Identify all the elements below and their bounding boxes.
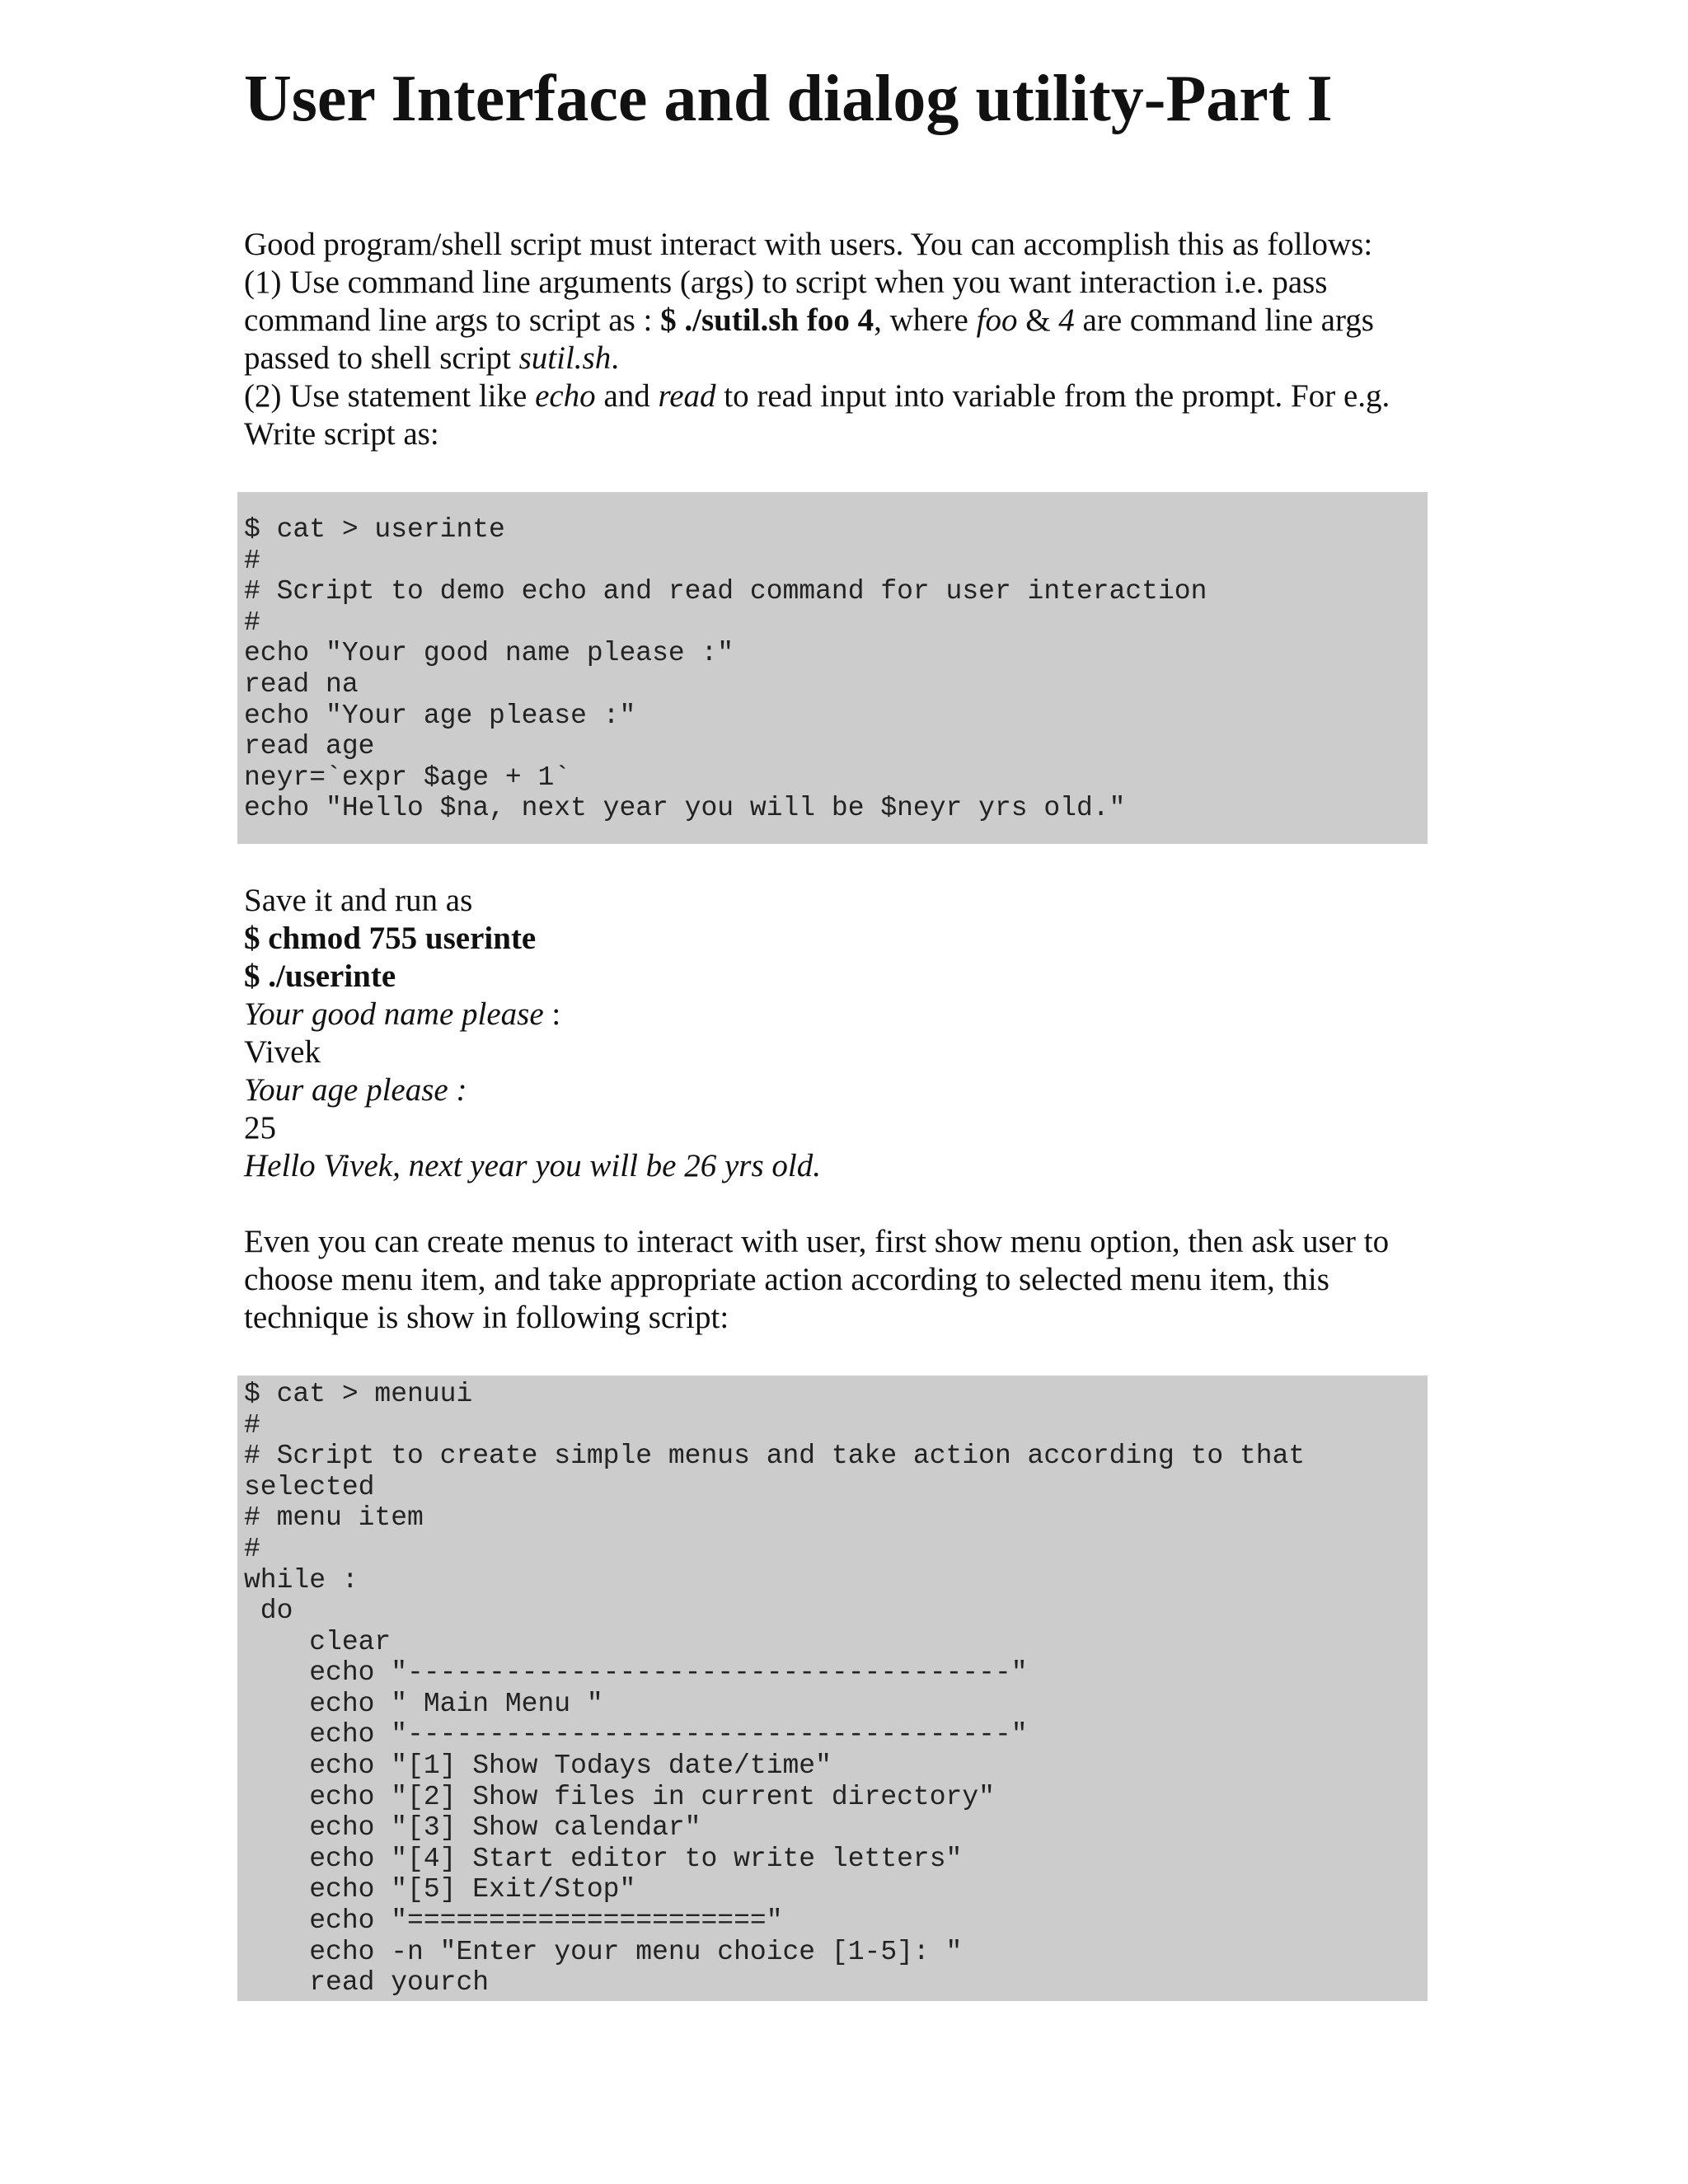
code-line: read age	[244, 731, 375, 762]
code-line: echo "[1] Show Todays date/time"	[244, 1750, 832, 1782]
keyword-read: read	[658, 378, 716, 414]
intro-line-4	[244, 340, 1447, 377]
code-line: # menu item	[244, 1502, 424, 1534]
intro-line-3-where: , where	[874, 302, 977, 338]
intro-line-1: Good program/shell script must interact with users. You can accomplish this as follows:	[244, 227, 1373, 262]
code-block-userinte	[237, 492, 1428, 844]
intro-line-3-tail: are command line args	[1074, 302, 1374, 338]
intro-line-3-amp: &	[1017, 302, 1059, 338]
intro-line-5-text: (2) Use statement like	[244, 378, 536, 414]
save-instruction: Save it and run as	[244, 882, 473, 918]
chmod-command: $ chmod 755 userinte	[244, 920, 537, 956]
prompt-name-line	[244, 996, 1447, 1033]
arg-four: 4	[1058, 302, 1075, 338]
code-line: echo " Main Menu "	[244, 1688, 603, 1719]
menus-line-1: Even you can create menus to interact with user, first show menu option, then ask user to	[244, 1223, 1390, 1259]
sutil-command: $ ./sutil.sh foo 4	[660, 302, 874, 338]
arg-foo: foo	[976, 302, 1018, 338]
page-title: User Interface and dialog utility-Part I	[244, 63, 1333, 135]
intro-line-5	[244, 377, 1447, 415]
code-line: $ cat > menuui	[244, 1378, 473, 1409]
menus-paragraph	[244, 1223, 1447, 1337]
code-line: $ cat > userinte	[244, 514, 505, 545]
script-name-sutil: sutil.sh	[518, 340, 612, 376]
title-spacer	[244, 140, 1447, 226]
intro-line-3-text: command line args to script as :	[244, 302, 661, 338]
code-line: # Script to demo echo and read command for user interaction	[244, 576, 1207, 607]
intro-line-5-tail: to read input into variable from the prompt. For e.g.	[715, 378, 1390, 414]
code-line: echo -n "Enter your menu choice [1-5]: "	[244, 1936, 963, 1967]
code-line: echo "-------------------------------------"	[244, 1719, 1028, 1750]
code-line: echo "-------------------------------------"	[244, 1657, 1028, 1689]
code-line: echo "[3] Show calendar"	[244, 1812, 701, 1844]
prompt-name-colon: :	[543, 996, 561, 1032]
intro-line-5-and: and	[595, 378, 659, 414]
answer-name: Vivek	[244, 1033, 321, 1070]
keyword-echo: echo	[535, 378, 596, 414]
document-page	[244, 58, 1447, 2001]
code-line: echo "[2] Show files in current directory"	[244, 1781, 995, 1812]
code-line: #	[244, 1409, 260, 1441]
code-line: echo "======================"	[244, 1905, 783, 1937]
intro-line-3	[244, 302, 1447, 340]
code-line: # Script to create simple menus and take action according to that	[244, 1441, 1306, 1472]
intro-line-4-text: passed to shell script	[244, 340, 519, 376]
answer-age: 25	[244, 1109, 276, 1146]
code-line: #	[244, 1533, 260, 1564]
code-line: do	[244, 1596, 293, 1627]
code-line: echo "[5] Exit/Stop"	[244, 1874, 636, 1905]
code-block-menuui	[237, 1376, 1428, 2001]
code-line: clear	[244, 1626, 392, 1657]
menus-line-3: technique is show in following script:	[244, 1299, 729, 1335]
code-line: echo "[4] Start editor to write letters"	[244, 1843, 963, 1874]
code-line: read yourch	[244, 1967, 490, 1999]
code-line: read na	[244, 668, 359, 700]
run-example	[244, 882, 1447, 1185]
intro-line-4-period: .	[611, 340, 619, 376]
code-line: neyr=`expr $age + 1`	[244, 762, 571, 793]
intro-line-6: Write script as:	[244, 416, 439, 452]
prompt-age: Your age please :	[244, 1071, 467, 1108]
intro-line-2: (1) Use command line arguments (args) to script when you want interaction i.e. pass	[244, 265, 1328, 300]
code-line: #	[244, 607, 260, 638]
code-line: #	[244, 545, 260, 576]
menus-line-2: choose menu item, and take appropriate action according to selected menu item, this	[244, 1261, 1329, 1297]
code-line: echo "Your age please :"	[244, 700, 636, 731]
code-line: while :	[244, 1564, 359, 1596]
run-command: $ ./userinte	[244, 958, 396, 994]
intro-paragraph	[244, 226, 1447, 453]
code-line: echo "Your good name please :"	[244, 638, 734, 669]
output-result: Hello Vivek, next year you will be 26 yrs old.	[244, 1147, 821, 1183]
code-line: selected	[244, 1471, 375, 1502]
code-line: echo "Hello $na, next year you will be $neyr yrs old."	[244, 793, 1126, 824]
prompt-name: Your good name please	[244, 996, 544, 1032]
